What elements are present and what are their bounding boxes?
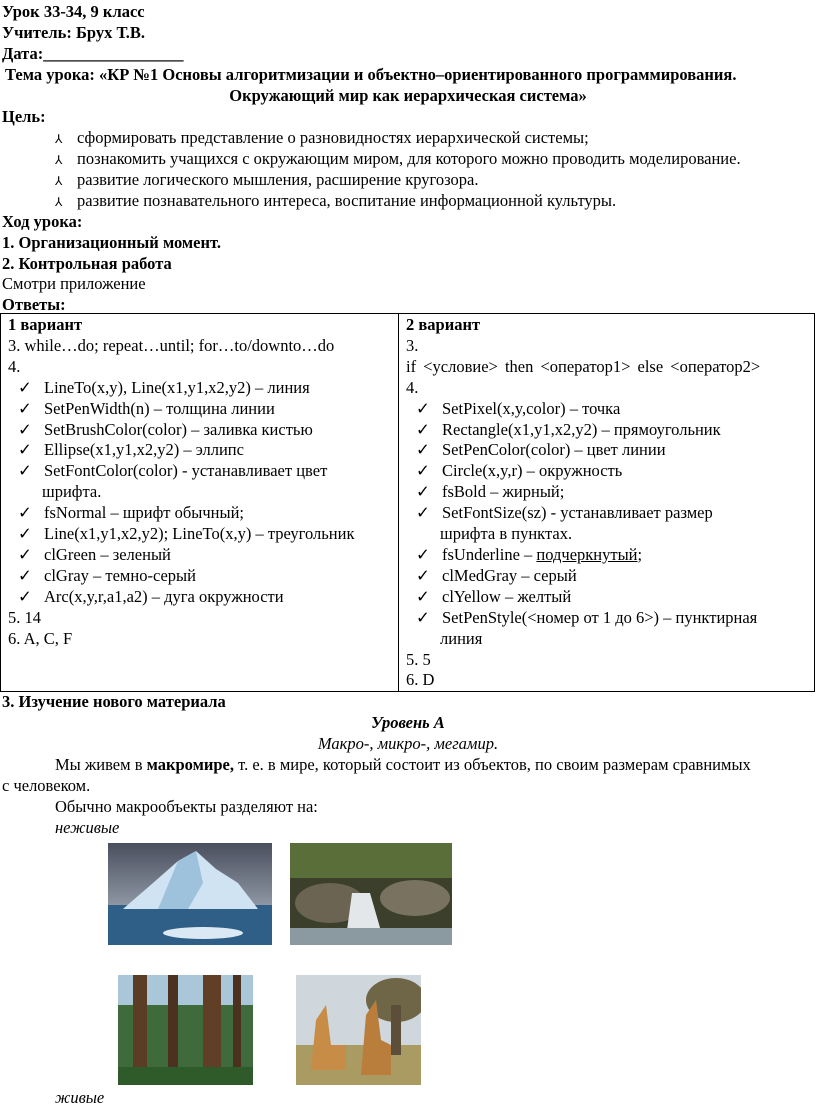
answer-5: 5. 5 bbox=[406, 649, 431, 669]
list-item-continuation: шрифта в пунктах. bbox=[440, 524, 573, 544]
answer-3-text: if <условие> then <оператор1> else <оператор2> bbox=[406, 356, 761, 376]
list-item: ✓ clGreen – зеленый bbox=[8, 545, 393, 566]
answer-6: 6. D bbox=[406, 670, 435, 690]
answers-title: Ответы: bbox=[2, 295, 66, 314]
answer-3: 3. while…do; repeat…until; for…to/downto…do bbox=[8, 335, 335, 355]
list-item: ✓ clGray – темно-серый bbox=[8, 566, 393, 587]
list-item: ✓ SetBrushColor(color) – заливка кистью bbox=[8, 420, 393, 441]
check-icon: ✓ bbox=[18, 461, 32, 481]
paragraph-1: Мы живем в макромире, т. е. в мире, который состоит из объектов, по своим размерам сравнимых bbox=[55, 755, 751, 774]
answers-table bbox=[0, 313, 815, 692]
goal-item: ⅄ развитие логического мышления, расширение кругозора. bbox=[55, 170, 478, 192]
answer-6: 6. A, C, F bbox=[8, 628, 73, 648]
course-title: Ход урока: bbox=[2, 212, 83, 231]
arrow-bullet-icon: ⅄ bbox=[55, 174, 63, 188]
check-icon: ✓ bbox=[18, 565, 32, 585]
topic-line-2: Окружающий мир как иерархическая система» bbox=[229, 86, 587, 105]
forest-image bbox=[118, 975, 253, 1085]
list-item: ✓ SetPenWidth(n) – толщина линии bbox=[8, 399, 393, 420]
list-item: ✓ fsUnderline – подчеркнутый; bbox=[406, 545, 809, 566]
list-item: ✓ Ellipse(x1,y1,x2,y2) – эллипс bbox=[8, 440, 393, 461]
answer-3: 3. bbox=[406, 335, 419, 355]
variant-1-title: 1 вариант bbox=[8, 315, 83, 334]
arrow-bullet-icon: ⅄ bbox=[55, 153, 63, 167]
step-2: 2. Контрольная работа bbox=[2, 254, 172, 273]
check-icon: ✓ bbox=[416, 419, 430, 439]
arrow-bullet-icon: ⅄ bbox=[55, 132, 63, 146]
goal-item: ⅄ сформировать представление о разновидностях иерархической системы; bbox=[55, 128, 589, 150]
iceberg-image bbox=[108, 843, 272, 945]
list-item: ✓ Line(x1,y1,x2,y2); LineTo(x,y) – треугольник bbox=[8, 524, 393, 545]
list-item: ✓ fsNormal – шрифт обычный; bbox=[8, 503, 393, 524]
list-item: ✓ SetFontColor(color) - устанавливает цвет bbox=[8, 461, 393, 482]
check-icon: ✓ bbox=[18, 586, 32, 606]
check-icon: ✓ bbox=[18, 503, 32, 523]
arrow-bullet-icon: ⅄ bbox=[55, 195, 63, 209]
list-item: ✓ SetPixel(x,y,color) – точка bbox=[406, 399, 809, 420]
list-item: ✓ clYellow – желтый bbox=[406, 587, 809, 608]
list-item: ✓ SetFontSize(sz) - устанавливает размер bbox=[406, 503, 809, 524]
answer-4: 4. bbox=[406, 377, 419, 397]
list-item: ✓ Arc(x,y,r,a1,a2) – дуга окружности bbox=[8, 587, 393, 608]
variant-1-cell bbox=[1, 314, 399, 692]
answer-5: 5. 14 bbox=[8, 607, 41, 627]
section-3-title: 3. Изучение нового материала bbox=[2, 692, 226, 711]
step-2-note: Смотри приложение bbox=[2, 274, 146, 293]
answer-4: 4. bbox=[8, 356, 21, 376]
goal-item: ⅄ развитие познавательного интереса, воспитание информационной культуры. bbox=[55, 191, 616, 213]
check-icon: ✓ bbox=[18, 524, 32, 544]
subtitle: Макро-, микро-, мегамир. bbox=[317, 734, 499, 753]
list-item: ✓ fsBold – жирный; bbox=[406, 482, 809, 503]
check-icon: ✓ bbox=[416, 461, 430, 481]
waterfall-image bbox=[290, 843, 452, 945]
list-item: ✓ clMedGray – серый bbox=[406, 566, 809, 587]
list-item-continuation: линия bbox=[440, 628, 483, 648]
date-field: Дата:_________________ bbox=[2, 44, 184, 63]
variant-2-title: 2 вариант bbox=[406, 315, 481, 334]
variant-2-cell bbox=[399, 314, 815, 692]
list-item: ✓ SetPenColor(color) – цвет линии bbox=[406, 440, 809, 461]
check-icon: ✓ bbox=[18, 398, 32, 418]
list-item: ✓ Rectangle(x1,y1,x2,y2) – прямоугольник bbox=[406, 420, 809, 441]
check-icon: ✓ bbox=[416, 482, 430, 502]
check-icon: ✓ bbox=[416, 398, 430, 418]
living-label: живые bbox=[55, 1088, 105, 1107]
teacher: Учитель: Брух Т.В. bbox=[2, 23, 146, 42]
goal-item: ⅄ познакомить учащихся с окружающим миром, для которого можно проводить моделирование. bbox=[55, 149, 741, 171]
check-icon: ✓ bbox=[416, 544, 430, 564]
check-icon: ✓ bbox=[18, 419, 32, 439]
check-icon: ✓ bbox=[18, 544, 32, 564]
list-item-continuation: шрифта. bbox=[42, 482, 102, 502]
nonliving-label: неживые bbox=[55, 818, 120, 837]
lesson-number: Урок 33-34, 9 класс bbox=[2, 2, 145, 21]
check-icon: ✓ bbox=[18, 377, 32, 397]
check-icon: ✓ bbox=[416, 607, 430, 627]
check-icon: ✓ bbox=[416, 586, 430, 606]
paragraph-1-cont: с человеком. bbox=[2, 776, 91, 795]
check-icon: ✓ bbox=[416, 503, 430, 523]
goal-title: Цель: bbox=[2, 107, 46, 126]
list-item: ✓ Circle(x,y,r) – окружность bbox=[406, 461, 809, 482]
list-item: ✓ LineTo(x,y), Line(x1,y1,x2,y2) – линия bbox=[8, 378, 393, 399]
giraffes-image bbox=[296, 975, 421, 1085]
list-item: ✓ SetPenStyle(<номер от 1 до 6>) – пунктирная bbox=[406, 608, 809, 629]
paragraph-2: Обычно макрообъекты разделяют на: bbox=[55, 797, 318, 816]
check-icon: ✓ bbox=[416, 565, 430, 585]
check-icon: ✓ bbox=[416, 440, 430, 460]
step-1: 1. Организационный момент. bbox=[2, 233, 221, 252]
topic-line-1: Тема урока: «КР №1 Основы алгоритмизации и объектно–ориентированного программирования. bbox=[5, 65, 737, 84]
level-title: Уровень А bbox=[371, 713, 445, 732]
check-icon: ✓ bbox=[18, 440, 32, 460]
